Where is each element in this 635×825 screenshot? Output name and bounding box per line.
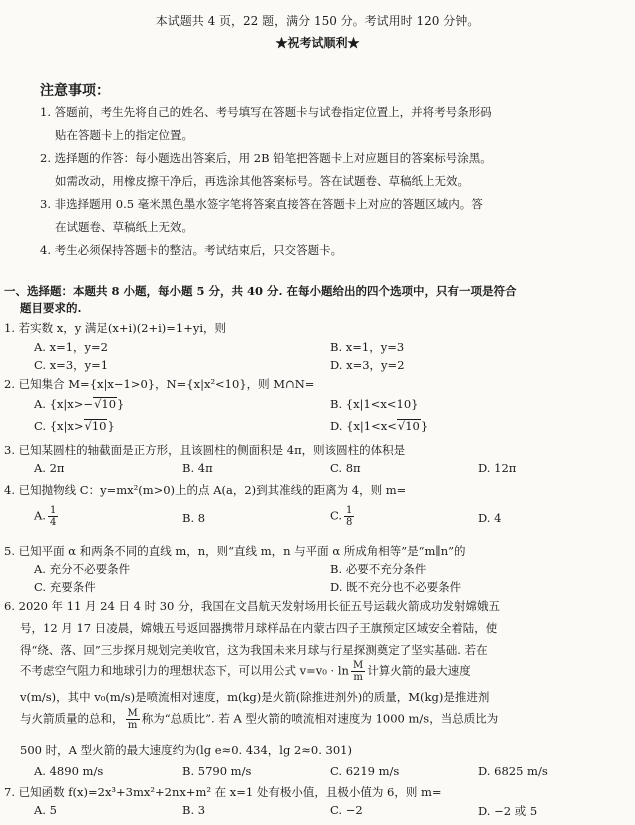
q6-option-d: D. 6825 m/s xyxy=(478,764,548,778)
q1-option-d: D. x=3，y=2 xyxy=(330,358,405,372)
q6-option-b: B. 5790 m/s xyxy=(182,764,252,778)
q2-option-c: C. {x|x>√10} xyxy=(34,419,115,433)
q5-option-d: D. 既不充分也不必要条件 xyxy=(330,580,462,594)
q2-option-a: A. {x|x>−√10} xyxy=(34,397,125,411)
question-6-line: 得“绕、落、回”三步探月规划完美收官，这为我国未来月球与行星探测奠定了坚实基础. 若在 xyxy=(20,643,488,657)
q3-option-d: D. 12π xyxy=(478,461,517,475)
note-item: 贴在答题卡上的指定位置。 xyxy=(55,128,193,142)
note-item: 在试题卷、草稿纸上无效。 xyxy=(55,220,193,234)
question-6-ratio-line: 与火箭质量的总和， $\frac{M}{m}$ 称为“总质比”. 若 A 型火箭的喷流相对速度为 1000 m/s，当总质比为 xyxy=(20,708,499,731)
question-2-stem: 2. 已知集合 M={x|x−1>0}，N={x|x²<10}，则 M∩N= xyxy=(4,377,315,391)
q3-option-c: C. 8π xyxy=(330,461,361,475)
notes-title: 注意事项： xyxy=(40,83,110,99)
q4-option-d: D. 4 xyxy=(478,511,502,525)
question-4-stem: 4. 已知抛物线 C：y=mx²(m>0)上的点 A(a，2)到其准线的距离为 4，则 m= xyxy=(4,483,407,497)
q4-option-a: A. $\frac{1}{4}$ xyxy=(34,505,57,528)
note-item: 2. 选择题的作答：每小题选出答案后，用 2B 铅笔把答题卡上对应题目的答案标号涂黑。 xyxy=(40,151,492,165)
question-6-formula-line: 不考虑空气阻力和地球引力的理想状态下，可以用公式 v=v₀ · ln $\frac{M}{m}$ 计算火箭的最大速度 xyxy=(20,660,471,683)
q3-option-a: A. 2π xyxy=(34,461,65,475)
question-6-line: v(m/s)，其中 v₀(m/s)是喷流相对速度，m(kg)是火箭(除推进剂外)的质量，M(kg)是推进剂 xyxy=(20,690,490,704)
q7-option-c: C. −2 xyxy=(330,803,363,817)
q2-option-d: D. {x|1<x<√10} xyxy=(330,419,429,433)
q6-option-c: C. 6219 m/s xyxy=(330,764,400,778)
note-item: 1. 答题前，考生先将自己的姓名、考号填写在答题卡与试卷指定位置上，并将考号条形码 xyxy=(40,105,492,119)
section-title-cont: 题目要求的. xyxy=(20,301,82,315)
q1-option-a: A. x=1，y=2 xyxy=(34,340,109,354)
q3-option-b: B. 4π xyxy=(182,461,213,475)
question-3-stem: 3. 已知某圆柱的轴截面是正方形，且该圆柱的侧面积是 4π，则该圆柱的体积是 xyxy=(4,443,406,457)
question-6-line: 500 时，A 型火箭的最大速度约为(lg e≈0. 434，lg 2≈0. 301) xyxy=(20,743,352,757)
q4-option-b: B. 8 xyxy=(182,511,206,525)
note-item: 3. 非选择题用 0.5 毫米黑色墨水签字笔将答案直接答在答题卡上对应的答题区域内。答 xyxy=(40,197,483,211)
q1-option-c: C. x=3，y=1 xyxy=(34,358,109,372)
note-item: 如需改动，用橡皮擦干净后，再选涂其他答案标号。答在试题卷、草稿纸上无效。 xyxy=(55,174,469,188)
q1-option-b: B. x=1，y=3 xyxy=(330,340,405,354)
question-7-stem: 7. 已知函数 f(x)=2x³+3mx²+2nx+m² 在 x=1 处有极小值，且极小值为 6，则 m= xyxy=(4,785,442,799)
q5-option-c: C. 充要条件 xyxy=(34,580,96,594)
q7-option-b: B. 3 xyxy=(182,803,206,817)
q7-option-d: D. −2 或 5 xyxy=(478,804,538,818)
q2-option-b: B. {x|1<x<10} xyxy=(330,397,419,411)
q4-option-c: C. $\frac{1}{8}$ xyxy=(330,505,353,528)
question-6-line: 6. 2020 年 11 月 24 日 4 时 30 分，我国在文昌航天发射场用长征五号运载火箭成功发射嫦娥五 xyxy=(4,599,501,613)
exam-info: 本试题共 4 页，22 题，满分 150 分。考试用时 120 分钟。 xyxy=(155,14,480,28)
q5-option-a: A. 充分不必要条件 xyxy=(34,562,131,576)
q5-option-b: B. 必要不充分条件 xyxy=(330,562,427,576)
note-item: 4. 考生必须保持答题卡的整洁。考试结束后，只交答题卡。 xyxy=(40,243,343,257)
q6-option-a: A. 4890 m/s xyxy=(34,764,104,778)
good-luck-wish: ★祝考试顺利★ xyxy=(275,36,360,50)
question-1-stem: 1. 若实数 x，y 满足(x+i)(2+i)=1+yi，则 xyxy=(4,321,227,335)
question-5-stem: 5. 已知平面 α 和两条不同的直线 m，n，则“直线 m，n 与平面 α 所成角相等”是“m∥n”的 xyxy=(4,544,466,558)
section-title: 一、选择题：本题共 8 小题，每小题 5 分，共 40 分. 在每小题给出的四个选项中，只有一项是符合 xyxy=(4,284,517,298)
question-6-line: 号，12 月 17 日凌晨，嫦娥五号返回器携带月球样品在内蒙古四子王旗预定区域安全着陆，使 xyxy=(20,621,498,635)
q7-option-a: A. 5 xyxy=(34,803,57,817)
